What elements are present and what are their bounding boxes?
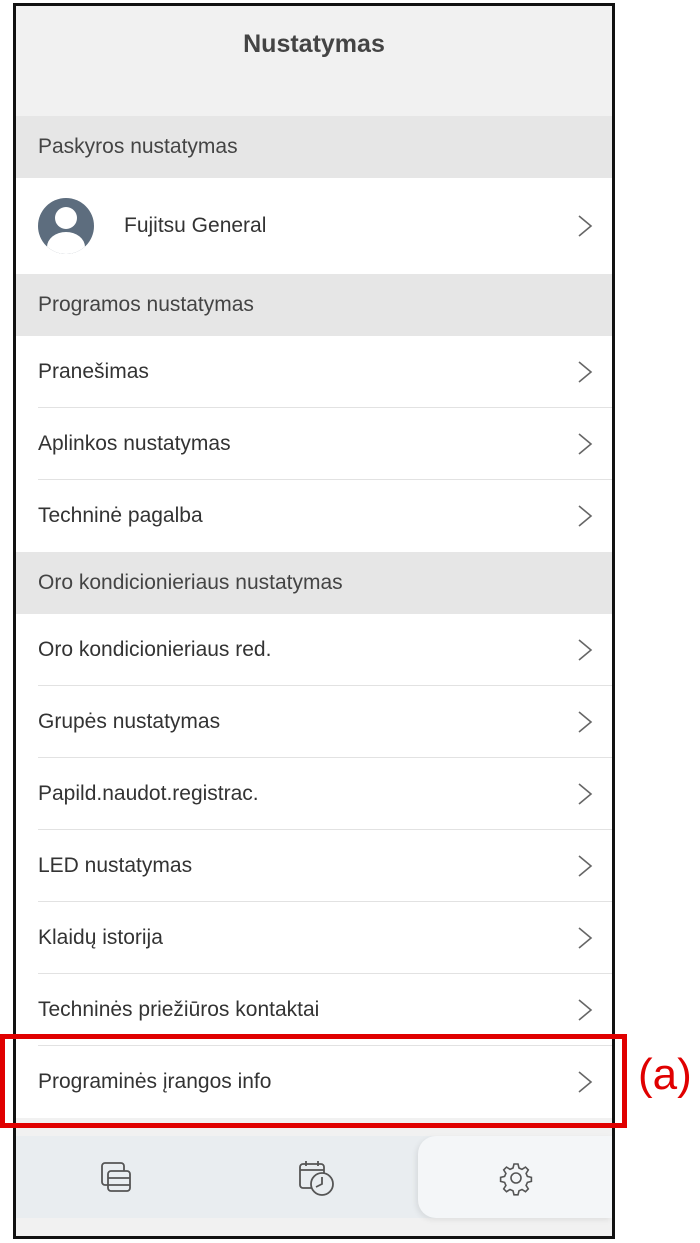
app-header <box>16 6 612 116</box>
tab-timer[interactable] <box>286 1150 346 1206</box>
chevron-right-icon <box>576 997 594 1023</box>
menu-item-label: Papild.naudot.registrac. <box>38 782 259 805</box>
chevron-right-icon <box>576 431 594 457</box>
account-name: Fujitsu General <box>124 214 267 237</box>
menu-item-label: Oro kondicionieriaus red. <box>38 638 272 661</box>
chevron-right-icon <box>576 853 594 879</box>
chevron-right-icon <box>576 781 594 807</box>
menu-item-led-settings[interactable] <box>16 830 612 902</box>
chevron-right-icon <box>576 709 594 735</box>
section-header-app: Programos nustatymas <box>16 274 612 336</box>
menu-item-user-registration[interactable] <box>16 758 612 830</box>
gear-icon <box>496 1158 536 1198</box>
chevron-right-icon <box>576 637 594 663</box>
menu-item-label: Programinės įrangos info <box>38 1070 272 1093</box>
chevron-right-icon <box>576 503 594 529</box>
page-title: Nustatymas <box>243 30 385 58</box>
tab-settings[interactable] <box>486 1150 546 1206</box>
chevron-right-icon <box>576 925 594 951</box>
chevron-right-icon <box>576 359 594 385</box>
menu-item-error-history[interactable] <box>16 902 612 974</box>
menu-item-label: LED nustatymas <box>38 854 193 877</box>
menu-item-label: Pranešimas <box>38 360 149 383</box>
menu-item-support[interactable] <box>16 480 612 552</box>
bottom-tab-bar <box>16 1136 612 1236</box>
menu-item-environment[interactable] <box>16 408 612 480</box>
highlight-box <box>0 1034 627 1128</box>
menu-item-group-settings[interactable] <box>16 686 612 758</box>
devices-icon <box>96 1158 136 1198</box>
avatar-icon <box>38 198 94 254</box>
menu-item-label: Klaidų istorija <box>38 926 163 949</box>
menu-item-ac-edit[interactable] <box>16 614 612 686</box>
tab-devices[interactable] <box>86 1150 146 1206</box>
section-header-ac: Oro kondicionieriaus nustatymas <box>16 552 612 614</box>
annotation-marker: (a) <box>638 1050 692 1099</box>
menu-item-label: Techninė pagalba <box>38 504 203 527</box>
menu-item-label: Techninės priežiūros kontaktai <box>38 998 320 1021</box>
menu-item-label: Aplinkos nustatymas <box>38 432 231 455</box>
menu-item-notifications[interactable] <box>16 336 612 408</box>
account-row[interactable] <box>16 178 612 274</box>
chevron-right-icon <box>576 213 594 239</box>
section-header-account: Paskyros nustatymas <box>16 116 612 178</box>
menu-item-label: Grupės nustatymas <box>38 710 221 733</box>
timer-icon <box>296 1158 336 1198</box>
